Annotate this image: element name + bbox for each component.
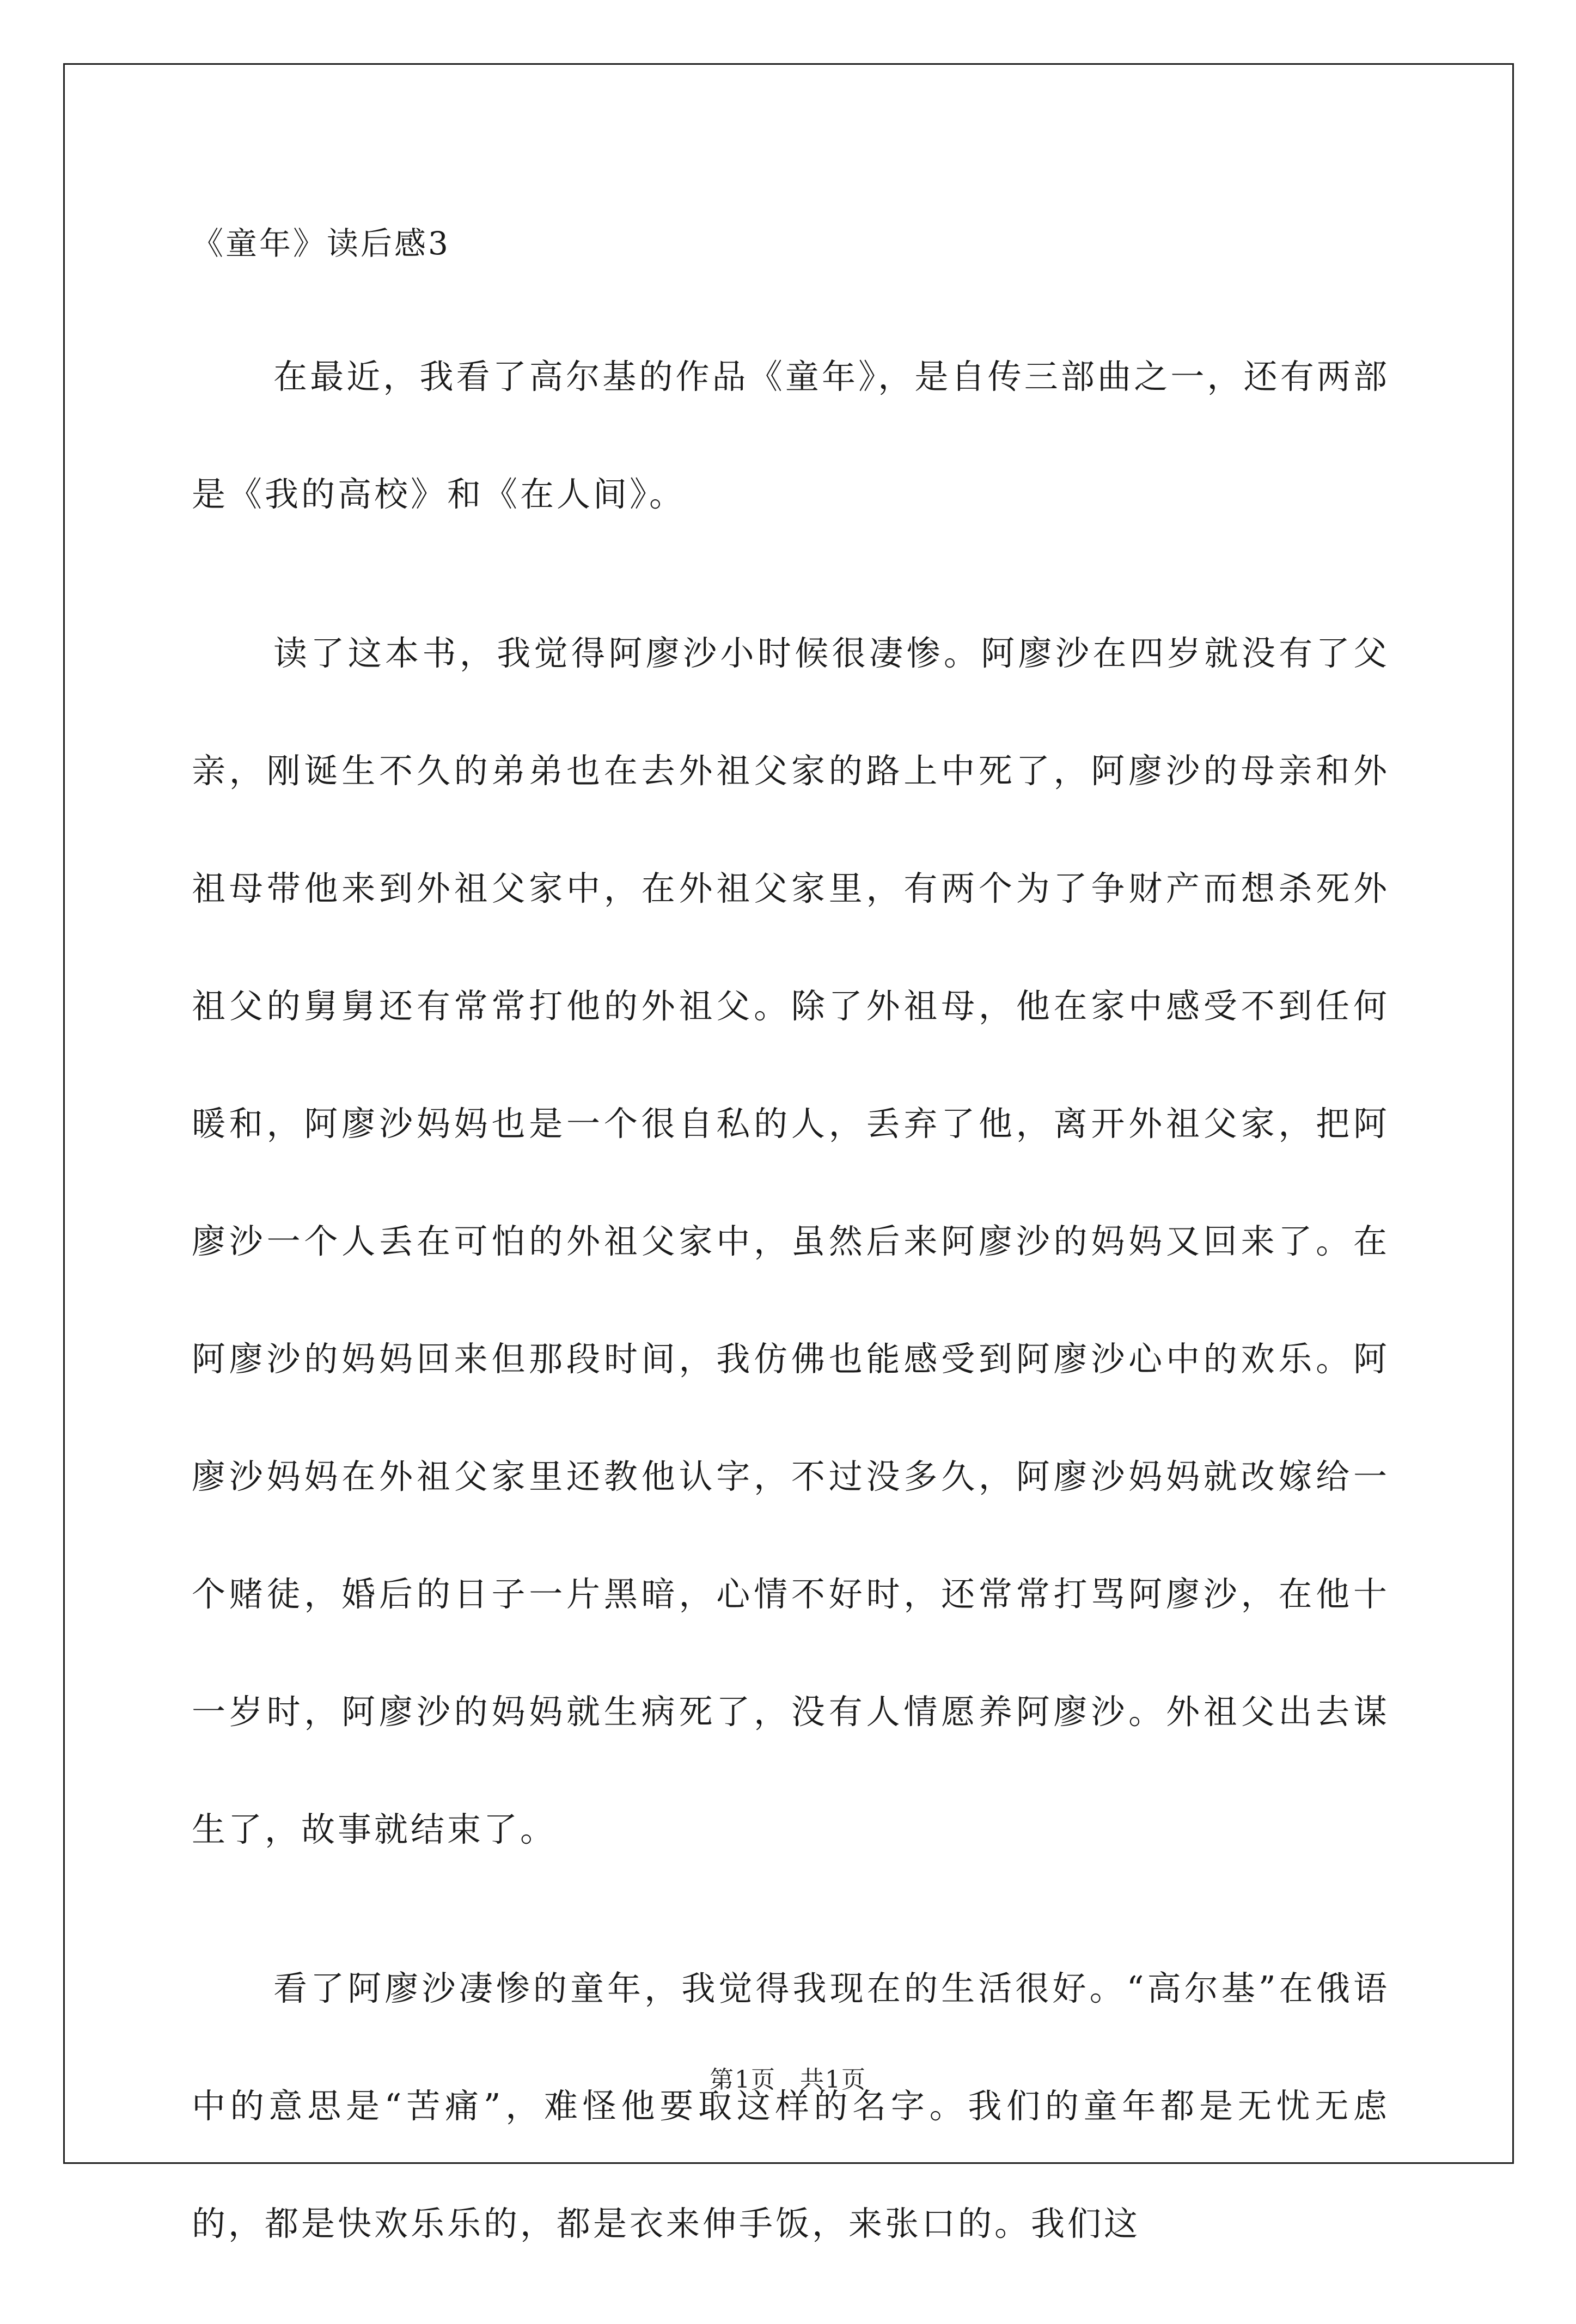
document-body (192, 318, 1390, 2324)
page-footer (0, 2064, 1576, 2096)
page-number-total: 共1页 (800, 2066, 866, 2094)
paragraph-1: 在最近，我看了高尔基的作品《童年》，是自传三部曲之一，还有两部是《我的高校》和《在人间》。 (192, 357, 1390, 514)
paragraph-3: 看了阿廖沙凄惨的童年，我觉得我现在的生活很好。“高尔基”在俄语中的意思是“苦痛”，难怪他要取这样的名字。我们的童年都是无忧无虑的，都是快欢乐乐的，都是衣来伸手饭，来张口的。我们这 (192, 1968, 1390, 2243)
page-number-current: 第1页 (710, 2066, 776, 2094)
paragraph-2: 读了这本书，我觉得阿廖沙小时候很凄惨。阿廖沙在四岁就没有了父亲，刚诞生不久的弟弟也在去外祖父家的路上中死了，阿廖沙的母亲和外祖母带他来到外祖父家中，在外祖父家里，有两个为了争财产而想杀死外祖父的舅舅还有常常打他的外祖父。除了外祖母，他在家中感受不到任何暖和，阿廖沙妈妈也是一个很自私的人，丢弃了他，离开外祖父家，把阿廖沙一个人丢在可怕的外祖父家中，虽然后来阿廖沙的妈妈又回来了。在阿廖沙的妈妈回来但那段时间，我仿佛也能感受到阿廖沙心中的欢乐。阿廖沙妈妈在外祖父家里还教他认字，不过没多久，阿廖沙妈妈就改嫁给一个赌徒，婚后的日子一片黑暗，心情不好时，还常常打骂阿廖沙，在他十一岁时，阿廖沙的妈妈就生病死了，没有人情愿养阿廖沙。外祖父出去谋生了，故事就结束了。 (192, 633, 1390, 1849)
document-title: 《童年》读后感3 (192, 225, 450, 262)
